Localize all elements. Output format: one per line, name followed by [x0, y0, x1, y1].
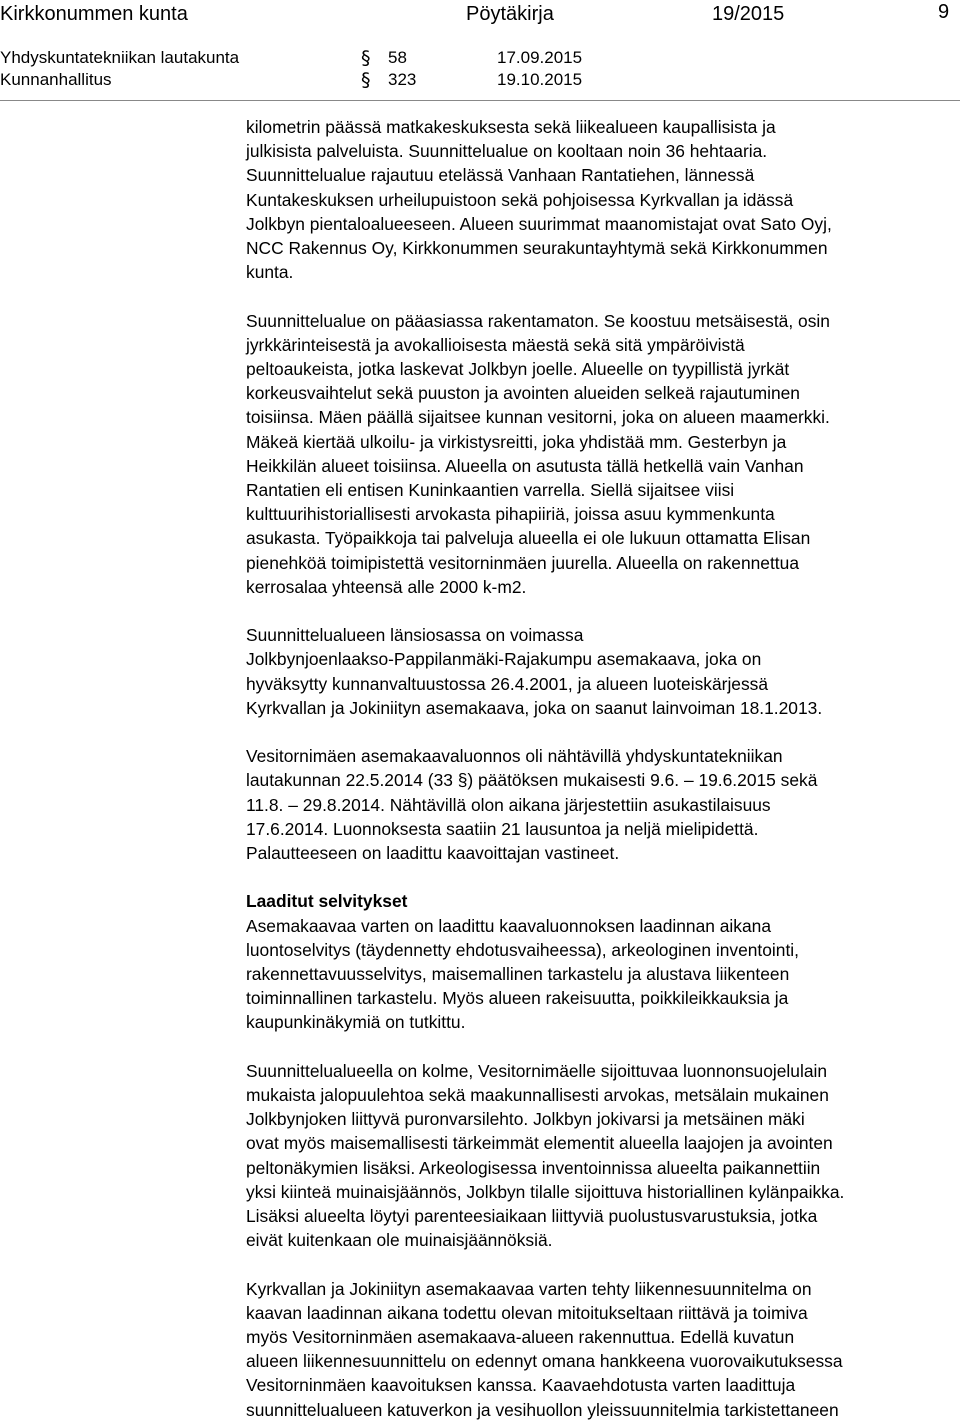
paragraph	[246, 1059, 958, 1253]
text-line: julkisista palveluista. Suunnittelualue on kooltaan noin 36 hehtaaria.	[246, 141, 768, 162]
text-line: Jolkbynjoken liittyvä puronvarsilehto. Jolkbyn jokivarsi ja metsäinen mäki	[246, 1109, 805, 1130]
text-line: pienehköä toimipistettä vesitorninmäen juurella. Alueella on rakennettua	[246, 552, 799, 573]
header-divider	[0, 100, 960, 101]
text-line: peltonäkymien lisäksi. Arkeologisessa inventoinnissa alueelta paikannettiin	[246, 1157, 821, 1178]
text-line: myös Vesitorninmäen asemakaava-alueen rakennuttua. Edellä kuvatun	[246, 1327, 795, 1348]
text-line: kaavan laadinnan aikana todettu olevan mitoitukseltaan riittävä ja toimiva	[246, 1302, 808, 1323]
paragraph	[246, 623, 958, 720]
paragraph	[246, 744, 958, 865]
text-line: suunnittelualueen katuverkon ja vesihuollon yleissuunnitelmia tarkistettaneen	[246, 1399, 839, 1420]
paragraph	[246, 309, 958, 599]
meeting-date-2: 19.10.2015	[497, 70, 583, 89]
text-line: luontoselvitys (täydennetty ehdotusvaiheessa), arkeologinen inventointi,	[246, 939, 799, 960]
text-line: jyrkkärinteisestä ja avokallioisesta mäestä sekä sitä ympäröivistä	[246, 334, 745, 355]
text-line: asukasta. Työpaikkoja tai palveluja alueella ei ole lukuun ottamatta Elisan	[246, 528, 811, 549]
text-line: 11.8. – 29.8.2014. Nähtävillä olon aikana järjestettiin asukastilaisuus	[246, 794, 771, 815]
page-number: 9	[938, 1, 950, 23]
text-line: Kyrkvallan ja Jokiniityn asemakaavaa varten tehty liikennesuunnitelma on	[246, 1278, 812, 1299]
document-type: Pöytäkirja	[466, 3, 554, 25]
text-line: Heikkilän alueet toisiinsa. Alueella on asutusta tällä hetkellä vain Vanhan	[246, 455, 804, 476]
text-line: ovat myös maisemallisesti tärkeimmät elementit alueella laajojen ja avointen	[246, 1133, 833, 1154]
text-line: yksi kiinteä muinaisjäännös, Jolkbyn tilalle sijoittuva historiallinen kylänpaikka.	[246, 1181, 845, 1202]
text-line: alueen liikennesuunnittelu on edennyt omana hankkeena vuorovaikutuksessa	[246, 1351, 843, 1372]
text-line: Mäkeä kiertää ulkoilu- ja virkistysreitti, joka yhdistää mm. Gesterbyn ja	[246, 431, 787, 452]
text-line: Jolkbynjoenlaakso-Pappilanmäki-Rajakumpu asemakaava, joka on	[246, 649, 762, 670]
text-line: kunta.	[246, 262, 294, 283]
text-line: Kuntakeskuksen urheilupuistoon sekä pohjoisessa Kyrkvallan ja idässä	[246, 189, 794, 210]
meeting-body-2: Kunnanhallitus	[0, 70, 112, 89]
text-line: lautakunnan 22.5.2014 (33 §) päätöksen mukaisesti 9.6. – 19.6.2015 sekä	[246, 770, 818, 791]
paragraph	[246, 889, 958, 1034]
organization-name: Kirkkonummen kunta	[0, 3, 188, 25]
text-line: Kyrkvallan ja Jokiniityn asemakaava, joka on saanut lainvoiman 18.1.2013.	[246, 697, 823, 718]
document-body	[246, 115, 958, 1422]
text-line: kaupunkinäkymiä on tutkittu.	[246, 1012, 466, 1033]
section-heading: Laaditut selvitykset	[246, 891, 408, 912]
paragraph	[246, 115, 958, 284]
text-line: Suunnittelualueen länsiosassa on voimassa	[246, 625, 584, 646]
meeting-body-1: Yhdyskuntatekniikan lautakunta	[0, 48, 240, 67]
text-line: hyväksytty kunnanvaltuustossa 26.4.2001, ja alueen luoteiskärjessä	[246, 673, 769, 694]
document-number: 19/2015	[712, 3, 785, 25]
meeting-date-1: 17.09.2015	[497, 48, 583, 67]
paragraph-sign-icon	[360, 68, 376, 90]
text-line: kulttuurihistoriallisesti arvokasta pihapiiriä, joissa asuu kymmenkunta	[246, 504, 775, 525]
svg-text:§: §	[361, 69, 371, 90]
svg-text:§: §	[361, 47, 371, 68]
text-line: NCC Rakennus Oy, Kirkkonummen seurakuntayhtymä sekä Kirkkonummen	[246, 238, 828, 259]
text-line: toiminnallinen tarkastelu. Myös alueen rakeisuutta, poikkileikkauksia ja	[246, 988, 789, 1009]
text-line: Asemakaavaa varten on laadittu kaavaluonnoksen laadinnan aikana	[246, 915, 771, 936]
section-number-1: 58	[388, 48, 407, 67]
text-line: Vesitornimäen asemakaavaluonnos oli nähtävillä yhdyskuntatekniikan	[246, 746, 783, 767]
text-line: kilometrin päässä matkakeskuksesta sekä liikealueen kaupallisista ja	[246, 117, 776, 137]
paragraph-sign-icon	[360, 46, 376, 68]
text-line: 17.6.2014. Luonnoksesta saatiin 21 lausuntoa ja neljä mielipidettä.	[246, 818, 759, 839]
text-line: Suunnittelualue rajautuu etelässä Vanhaan Rantatiehen, lännessä	[246, 165, 755, 186]
text-line: Vesitorninmäen kaavoituksen kanssa. Kaavaehdotusta varten laadittuja	[246, 1375, 796, 1396]
text-line: Suunnittelualueella on kolme, Vesitornimäelle sijoittuvaa luonnonsuojelulain	[246, 1060, 828, 1081]
text-line: peltoaukeista, jotka laskevat Jolkbyn joelle. Alueelle on tyypillistä jyrkät	[246, 359, 790, 380]
text-line: Jolkbyn pientaloalueeseen. Alueen suurimmat maanomistajat ovat Sato Oyj,	[246, 213, 832, 234]
text-line: Lisäksi alueelta löytyi parenteesiaikaan liittyviä puolustusvarustuksia, jotka	[246, 1206, 818, 1227]
text-line: eivät kuitenkaan ole muinaisjäännöksiä.	[246, 1230, 553, 1251]
paragraph	[246, 1277, 958, 1422]
text-line: Rantatien eli entisen Kuninkaantien varrella. Siellä sijaitsee viisi	[246, 480, 735, 501]
text-line: rakennettavuusselvitys, maisemallinen tarkastelu ja alustava liikenteen	[246, 964, 790, 985]
text-line: toisiinsa. Mäen päällä sijaitsee kunnan vesitorni, joka on alueen maamerkki.	[246, 407, 830, 428]
text-line: korkeusvaihtelut sekä puuston ja avointen alueiden selkeä rajautuminen	[246, 383, 800, 404]
text-line: kerrosalaa yhteensä alle 2000 k-m2.	[246, 576, 527, 597]
text-line: Suunnittelualue on pääasiassa rakentamaton. Se koostuu metsäisestä, osin	[246, 310, 830, 331]
text-line: Palautteeseen on laadittu kaavoittajan vastineet.	[246, 843, 620, 864]
section-number-2: 323	[388, 70, 417, 89]
text-line: mukaista jalopuulehtoa sekä maakunnallisesti arvokas, metsälain mukainen	[246, 1085, 829, 1106]
